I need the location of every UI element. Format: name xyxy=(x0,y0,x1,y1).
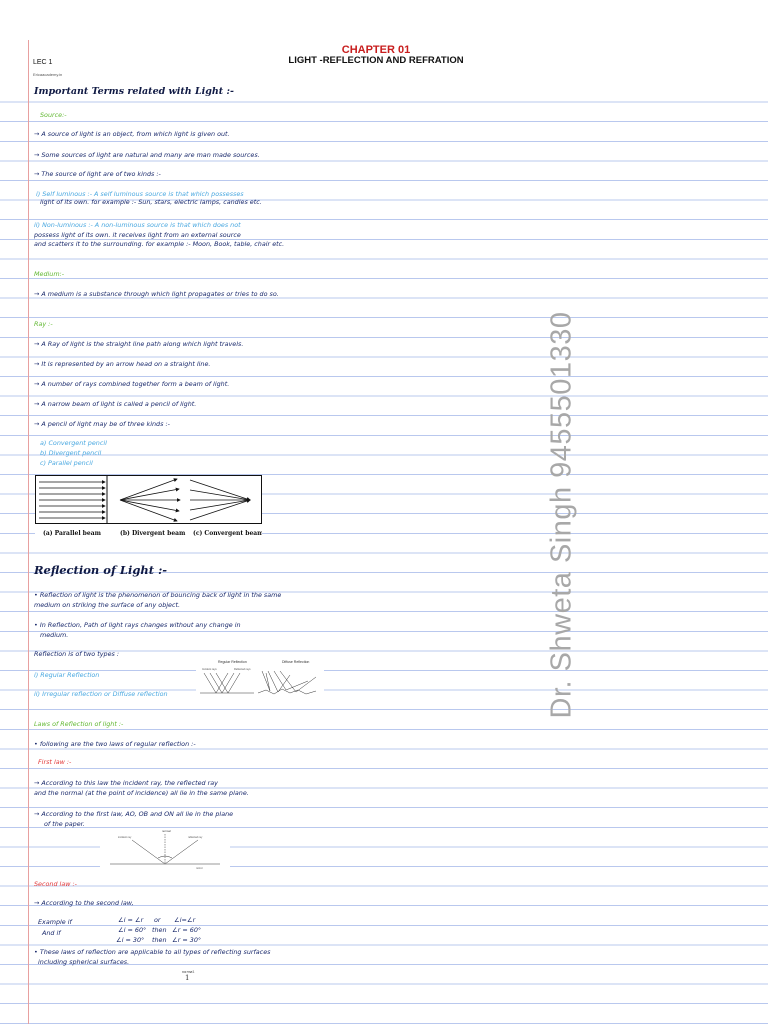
chapter-title: CHAPTER 01 xyxy=(341,44,411,56)
angle-row-3a: ∠i = 30° xyxy=(116,936,145,944)
angle-row-3c: ∠r = 30° xyxy=(172,936,202,944)
first-law-2: and the normal (at the point of incidence) all lie in the same plane. xyxy=(34,789,249,797)
pencil-b: b) Divergent pencil xyxy=(40,449,102,457)
reflection-def-1: • Reflection of light is the phenomenon of bouncing back of light in the same xyxy=(34,591,282,599)
angle-row-2c: ∠r = 60° xyxy=(172,926,202,934)
irregular-reflection: ii) Irregular reflection or Diffuse reflection xyxy=(34,690,168,698)
beam-label-b: (b) Divergent beam xyxy=(120,530,186,537)
source-heading: Source:- xyxy=(40,111,67,119)
first-law-3: → According to the first law, AO, OB and ON all lie in the plane xyxy=(34,810,233,818)
first-law-heading: First law :- xyxy=(38,758,72,766)
regular-title: Regular Reflection xyxy=(218,660,247,664)
incident-label: incident ray xyxy=(118,836,132,839)
non-luminous-2: possess light of its own. it receives light from an external source xyxy=(34,231,241,239)
angle-label-2: And if xyxy=(42,929,61,937)
reflection-types: Reflection is of two types : xyxy=(34,650,120,658)
reflection-types-figure xyxy=(196,657,324,702)
pencil-kinds: → A pencil of light may be of three kinds :- xyxy=(34,420,170,428)
non-luminous-3: and scatters it to the surrounding. for example :- Moon, Book, table, chair etc. xyxy=(34,240,285,248)
second-law-heading: Second law :- xyxy=(34,880,77,888)
source-types2: → The source of light are of two kinds :- xyxy=(34,170,161,178)
margin-line xyxy=(28,40,29,1024)
second-law-1: → According to the second law, xyxy=(34,899,134,907)
regular-reflection: i) Regular Reflection xyxy=(34,671,100,679)
reflection-types-diagram xyxy=(196,657,324,702)
reflected-label: reflected ray xyxy=(188,836,203,839)
angle-row-3b: then xyxy=(152,936,167,944)
angle-row-1b: or xyxy=(154,916,161,924)
beam-diagram xyxy=(35,475,262,540)
beam-figure xyxy=(35,475,262,540)
reflection-path-2: medium. xyxy=(40,631,69,639)
page-number: 1 xyxy=(185,974,190,982)
angle-row-2b: then xyxy=(152,926,167,934)
mirror-label: mirror xyxy=(196,867,203,870)
chapter-subtitle: LIGHT -REFLECTION AND REFRATION xyxy=(288,55,464,66)
self-luminous-2: light of its own. for example :- Sun, stars, electric lamps, candles etc. xyxy=(40,198,262,206)
medium-def: → A medium is a substance through which light propagates or tries to do so. xyxy=(34,290,279,298)
ray-rep: → It is represented by an arrow head on a straight line. xyxy=(34,360,210,368)
first-law-1: → According to this law the incident ray, the reflected ray xyxy=(34,779,218,787)
laws-intro: • following are the two laws of regular reflection :- xyxy=(34,740,196,748)
diffuse-title: Diffuse Reflection xyxy=(282,660,310,664)
angle-label-1: Example if xyxy=(38,918,72,926)
reflected-rays-label: Reflected rays xyxy=(234,668,251,671)
self-luminous-1: i) Self luminous :- A self luminous source is that which possesses xyxy=(36,190,244,198)
laws-apply-2: including spherical surfaces. xyxy=(38,958,130,966)
laws-apply-1: • These laws of reflection are applicable to all types of reflecting surfaces xyxy=(34,948,271,956)
pencil-def: → A narrow beam of light is called a pencil of light. xyxy=(34,400,196,408)
source-types1: → Some sources of light are natural and many are man made sources. xyxy=(34,151,260,159)
beam-label-a: (a) Parallel beam xyxy=(43,530,101,537)
lecture-label: LEC 1 xyxy=(33,59,53,66)
watermark: Dr. Shweta Singh 9455501330 xyxy=(545,311,578,719)
angle-row-1a: ∠i = ∠r xyxy=(118,916,144,924)
angle-row-2a: ∠i = 60° xyxy=(118,926,147,934)
beam-label-c: (c) Convergent beam xyxy=(193,530,262,537)
ray-def: → A Ray of light is the straight line path along which light travels. xyxy=(34,340,243,348)
reflection-def-2: medium on striking the surface of any object. xyxy=(34,601,181,609)
normal-label: normal xyxy=(162,829,171,833)
medium-heading: Medium:- xyxy=(34,270,65,278)
laws-heading: Laws of Reflection of light :- xyxy=(34,720,124,728)
important-terms-heading: Important Terms related with Light :- xyxy=(34,86,234,97)
law-diagram xyxy=(100,828,230,870)
beam-def: → A number of rays combined together form a beam of light. xyxy=(34,380,229,388)
reflection-path-1: • In Reflection, Path of light rays changes without any change in xyxy=(34,621,241,629)
header-area xyxy=(0,0,768,84)
ray-heading: Ray :- xyxy=(34,320,53,328)
law-figure xyxy=(100,828,230,870)
footer-small: normal xyxy=(182,970,195,974)
pencil-a: a) Convergent pencil xyxy=(40,439,107,447)
source-def: → A source of light is an object, from which light is given out. xyxy=(34,130,230,138)
angle-row-1c: ∠i=∠r xyxy=(174,916,196,924)
pencil-c: c) Parallel pencil xyxy=(40,459,93,467)
non-luminous-1: ii) Non-luminous :- A non-luminous source is that which does not xyxy=(34,221,241,229)
reflection-heading: Reflection of Light :- xyxy=(34,563,168,577)
first-law-4: of the paper. xyxy=(44,820,85,828)
incident-rays-label: Incident rays xyxy=(202,668,217,671)
site-label: Ericaacademy.in xyxy=(33,72,63,77)
